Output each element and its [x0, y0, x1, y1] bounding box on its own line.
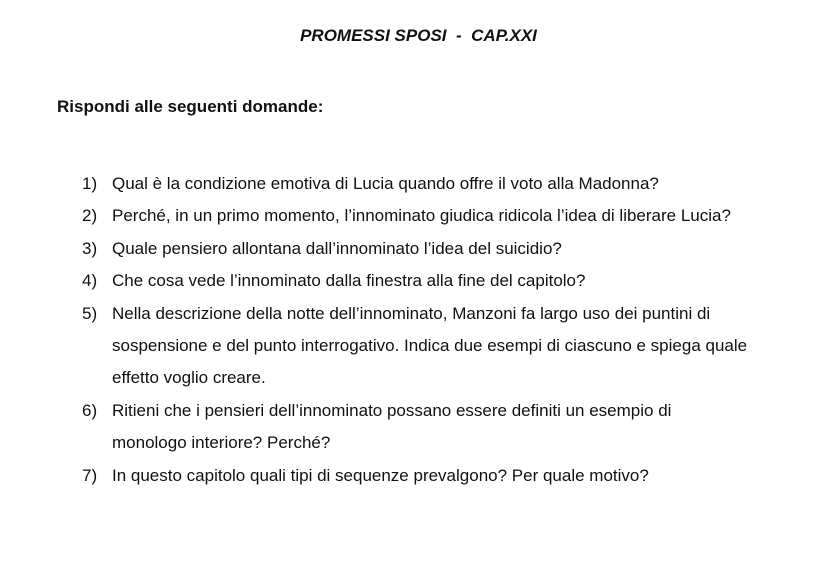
question-item [0, 395, 837, 460]
question-number: 5) [82, 303, 98, 323]
question-text: Che cosa vede l’innominato dalla finestra alla fine del capitolo? [112, 271, 586, 291]
document-title: PROMESSI SPOSI - CAP.XXI [300, 26, 537, 45]
question-item [0, 265, 837, 297]
question-list [0, 168, 837, 492]
question-number: 3) [82, 238, 98, 258]
question-text: Qual è la condizione emotiva di Lucia quando offre il voto alla Madonna? [112, 174, 659, 193]
question-text: In questo capitolo quali tipi di sequenze prevalgono? Per quale motivo? [112, 465, 649, 485]
question-item [0, 460, 837, 492]
question-number: 6) [82, 400, 98, 420]
question-text: Perché, in un primo momento, l’innominato giudica ridicola l’idea di liberare Lucia? [112, 206, 731, 226]
question-number: 4) [82, 271, 98, 291]
question-number: 1) [82, 174, 98, 193]
question-item [0, 298, 837, 395]
question-text: Quale pensiero allontana dall’innominato l’idea del suicidio? [112, 238, 562, 258]
question-number: 2) [82, 206, 98, 226]
question-number: 7) [82, 465, 98, 485]
question-item [0, 233, 837, 265]
instruction-heading: Rispondi alle seguenti domande: [57, 97, 324, 116]
question-text: Nella descrizione della notte dell’innominato, Manzoni fa largo uso dei puntini di sospensione e del punto interrogativo. Indica due esempi di ciascuno e spiega quale effetto voglio creare. [112, 303, 748, 388]
question-text: Ritieni che i pensieri dell’innominato possano essere definiti un esempio di monologo interiore? Perché? [112, 400, 672, 453]
question-item [0, 168, 837, 200]
question-item [0, 200, 837, 232]
